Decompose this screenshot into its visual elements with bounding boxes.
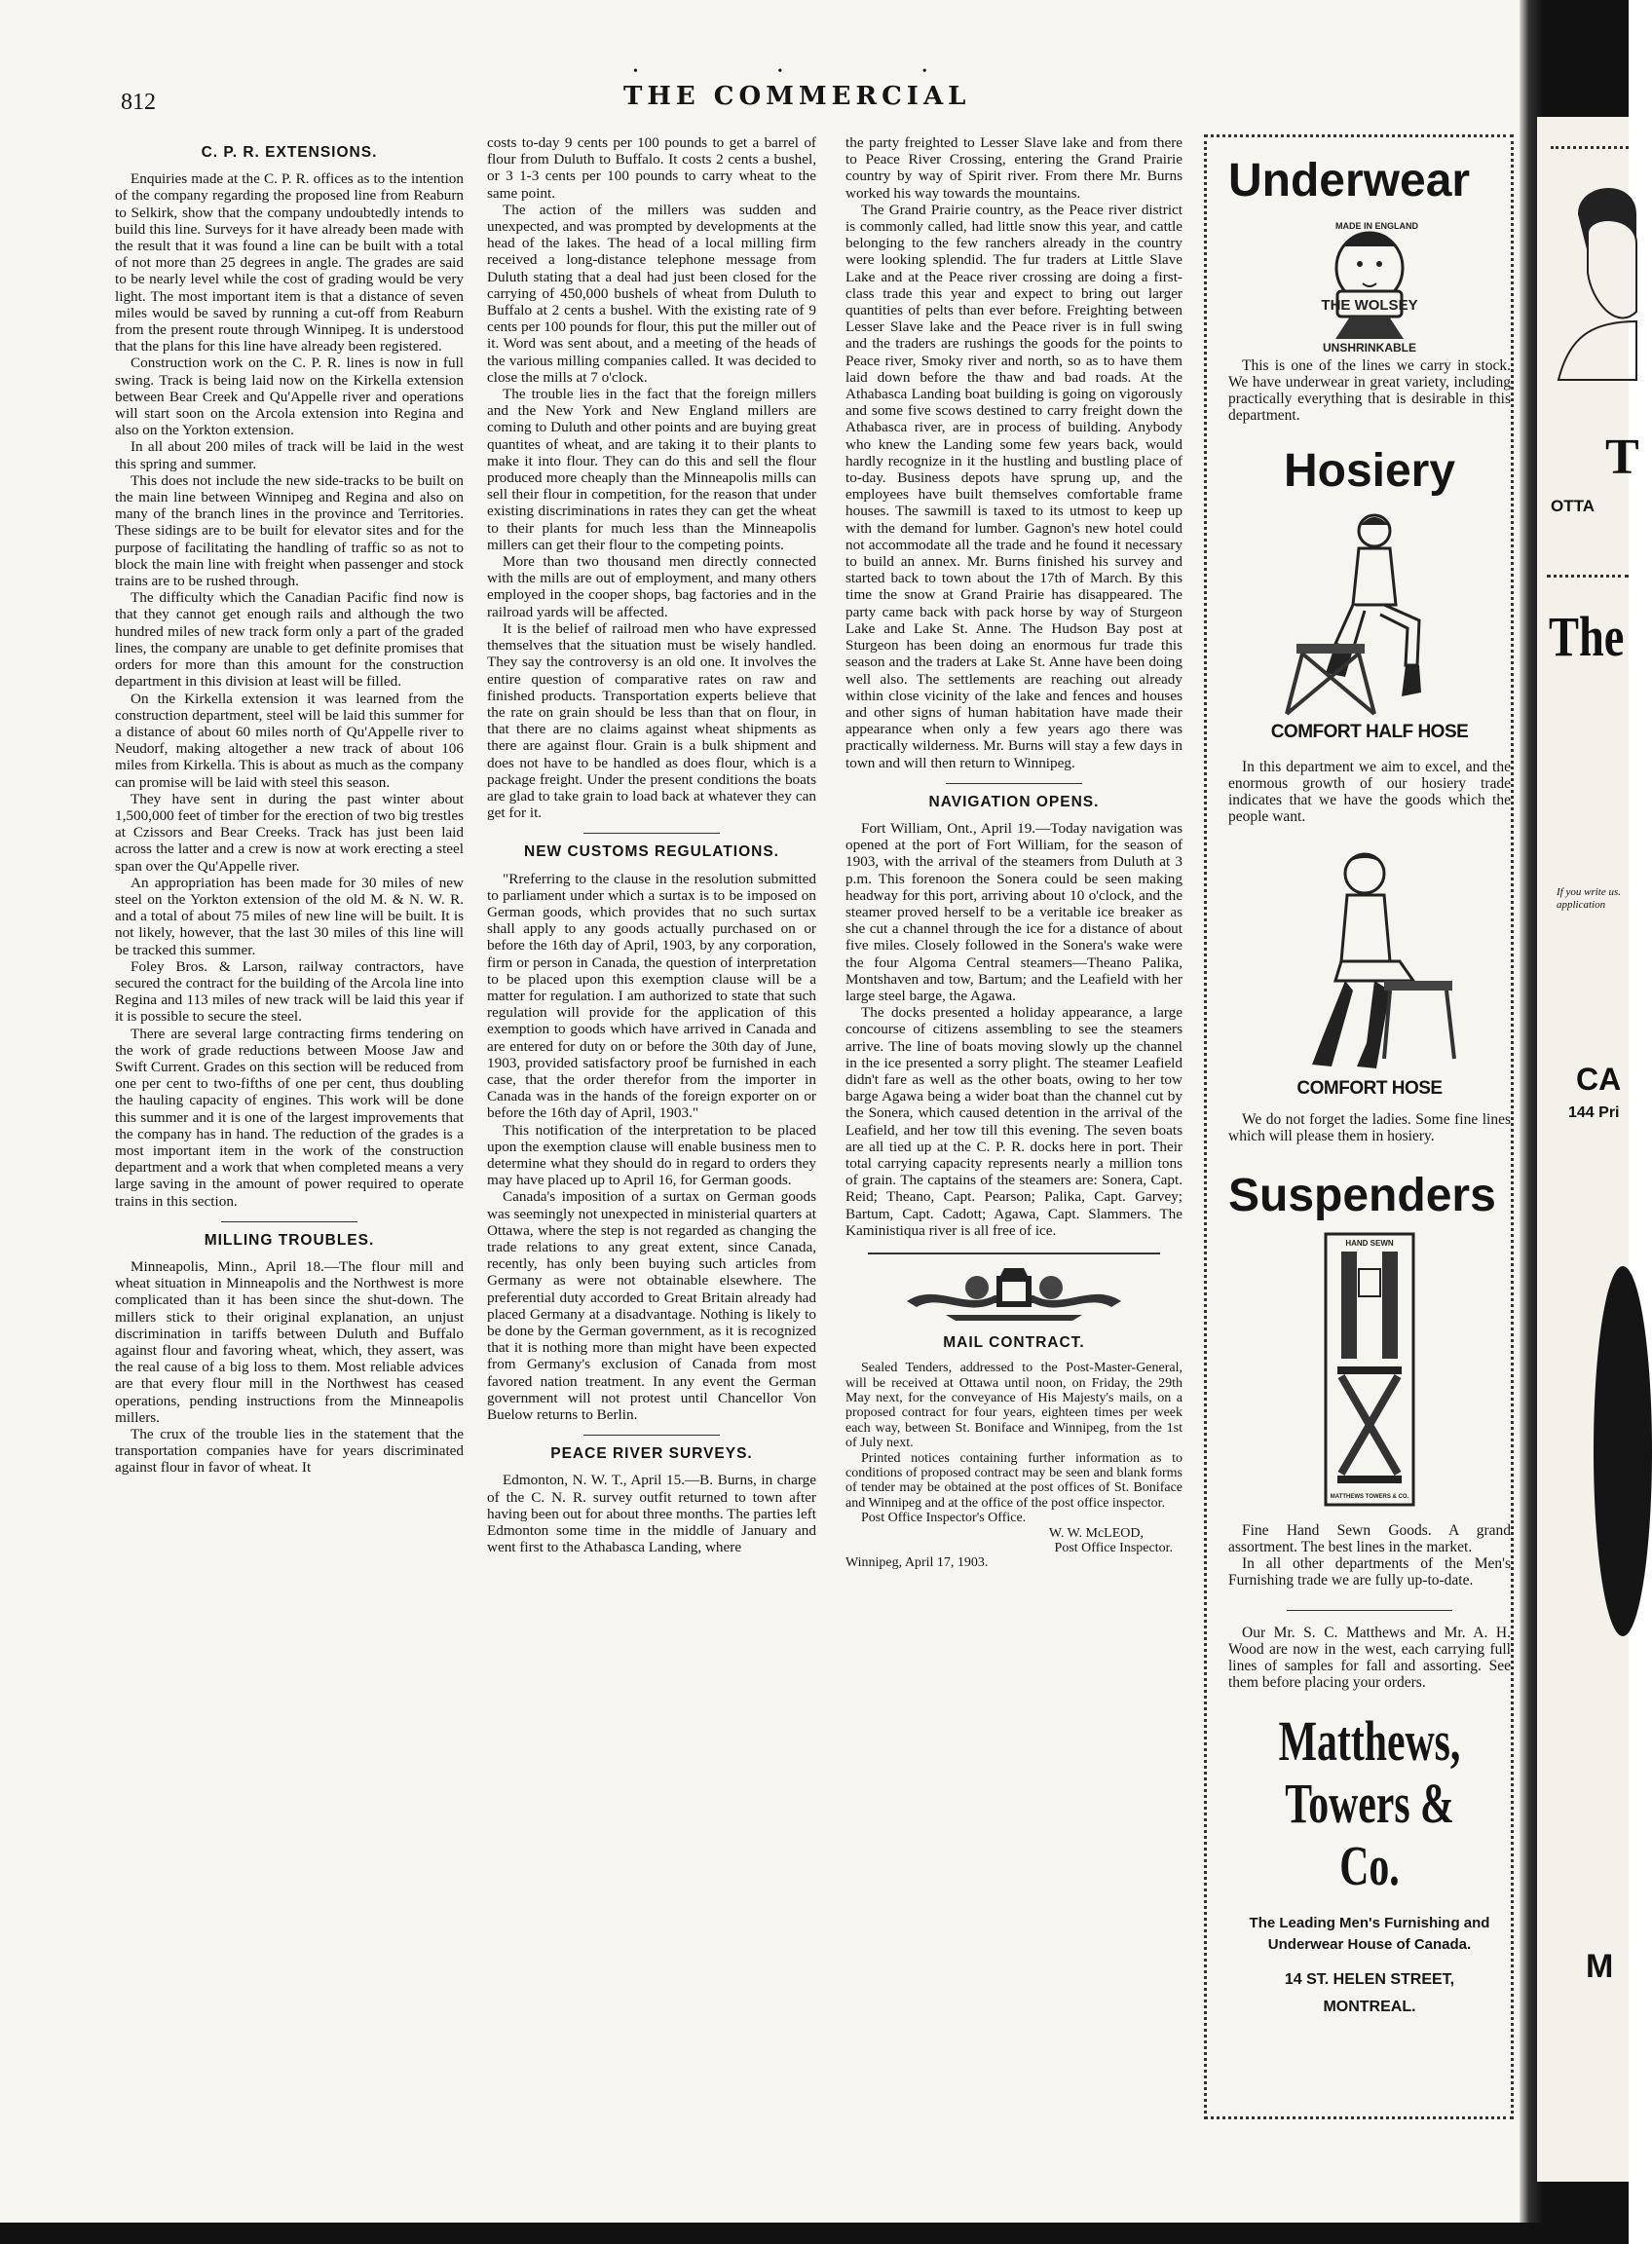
man-sitting-half-hose-icon xyxy=(1228,498,1511,722)
publication-title: THE COMMERCIAL xyxy=(623,82,971,111)
next-page-text: 144 Pri xyxy=(1568,1104,1620,1121)
section-divider xyxy=(221,1221,357,1222)
next-page-portrait-icon xyxy=(1549,175,1636,380)
wolsey-logo-top: MADE IN ENGLAND xyxy=(1335,221,1418,231)
article-paragraph: This notification of the interpretation to be placed upon the exemption clause will enable business men to determine what they should do in regard to orders they may have placed up to April 16, for German goods. xyxy=(487,1121,816,1189)
article-paragraph: This does not include the new side-tracks to be built on the main line between Winnipeg and Regina and also on many of the branch lines in the province and Territories. These sidings are to be built for elevator sites and for the purpose of facilitating the handling of traffic so as not to block the main line with freight when passenger and stock trains are to be rushed through. xyxy=(115,471,464,590)
ad-hose-text: We do not forget the ladies. Some fine lines which will please them in hosiery. xyxy=(1228,1111,1511,1144)
firm-name-line-1: Matthews, xyxy=(1278,1709,1461,1773)
article-paragraph: Minneapolis, Minn., April 18.—The flour mill and wheat situation in Minneapolis and the Northwest is more complicated than it has been since the shut-down. The millers stick to their original explanation, an unjust discrimination in tariffs between Duluth and Buffalo against flour and favoring wheat, which, they assert, was the real cause of a big loss to them. Most reliable advices are that every flour mill in the Northwest has ceased operations, pending instructions from the Minneapolis millers. xyxy=(115,1258,464,1426)
article-paragraph: They have sent in during the past winter about 1,500,000 feet of timber for the erection of two big trestles at Czissors and Bear Creeks. Track has just been laid across the latter and a crew is now at work erecting a steel span over the Qu'Appelle river. xyxy=(115,790,464,875)
ad-travellers-text: Our Mr. S. C. Matthews and Mr. A. H. Wood are now in the west, each carrying full lines of samples for fall and assorting. See them before placing your orders. xyxy=(1228,1625,1511,1691)
article-paragraph: Foley Bros. & Larson, railway contractors, have secured the contract for the building of the Arcola line into Regina and 113 miles of new track will be laid this year if it is possible to secure the steel. xyxy=(115,957,464,1026)
headline-mail-contract: MAIL CONTRACT. xyxy=(943,1334,1085,1351)
suspenders-label-top: HAND SEWN xyxy=(1345,1239,1394,1248)
article-paragraph: Enquiries made at the C. P. R. offices as to the intention of the company regarding the proposed line from Reaburn to Selkirk, show that the company undoubtedly intends to build this line. Surveys for it have already been made with the result that it was found a line can be built with a total of not more than 25 degrees in angle. The grades are said to be nearly level while the cost of grading would be very light. The most important item is that a distance of seven miles would be saved by running a cut-off from Reaburn from the present route through Winnipeg. It is understood that the plans for this line have already been registered. xyxy=(115,170,464,355)
next-page-dark-shape xyxy=(1594,1266,1652,1636)
ad-caption-hose: COMFORT HOSE xyxy=(1296,1078,1443,1099)
headline-peace-river-surveys: PEACE RIVER SURVEYS. xyxy=(550,1445,753,1463)
firm-city: MONTREAL. xyxy=(1323,1999,1416,2015)
notice-paragraph: Sealed Tenders, addressed to the Post-Master-General, will be received at Ottawa until noon, on Friday, the 29th May next, for the conveyance of His Majesty's mails, on a proposed contract for four years, eighteen times per week each way, between St. Boniface and Winnipeg, from the 1st of July next. xyxy=(845,1361,1183,1451)
article-paragraph: An appropriation has been made for 30 miles of new steel on the Yorkton extension of the old M. & N. W. R. and a total of about 75 miles of new line will be built. It is not likely, however, that the last 30 miles of this line will be tracked this summer. xyxy=(115,874,464,958)
next-page-border xyxy=(1547,575,1629,578)
firm-tagline: The Leading Men's Furnishing and Underwear House of Canada. xyxy=(1249,1915,1490,1953)
next-page-text: OTTA xyxy=(1551,497,1596,515)
next-page-text: M xyxy=(1586,1948,1614,1985)
ad-divider xyxy=(1287,1610,1452,1611)
article-paragraph: The Grand Prairie country, as the Peace river district is commonly called, had little snow this year, and cattle belonging to the few ranchers already in the country were looking splendid. The fur traders at Little Slave Lake and at the Peace river crossing are doing a first-class trade this year and expect to bring out larger quantities of pelts than ever before. Freighting between Lesser Slave lake and the Peace river is in full swing and the traders are rushings the goods for the points to Peace river, Smoky river and north, so as to have them laid down before the thaw and bad roads. At the Athabasca Landing boat building is going on vigorously and some five scows destined to carry freight down the Athabasca river, are in process of building. Anybody who knew the Landing some few years back, would hardly recognize in it the hustling and bustling place of to-day. Business depots have sprung up, and the employees have built themselves comfortable frame houses. The sawmill is taxed to its utmost to keep up with the demand for lumber. Gagnon's new hotel could not accommodate all the trade and he found it necessary to build an annex. Mr. Burns finished his survey and started back to town about the 17th of March. By this time the snow at Grand Prairie has disappeared. The party came back with pack horse by way of Sturgeon Lake and Lake St. Anne. The Hudson Bay post at Sturgeon has been doing an enormous fur trade this season and the traders at Lake St. Anne have been doing well also. The settlements are reaching out already within close vicinity of the lake and fences and houses and other signs of human habitation have made their appearance when only a few years ago there was practically wilderness. Mr. Burns will stay a few days in town and will then return to Winnipeg. xyxy=(845,201,1183,771)
headline-cpr-extensions: C. P. R. EXTENSIONS. xyxy=(201,144,378,161)
article-paragraph: "Rreferring to the clause in the resolution submitted to parliament under which a surtax is to be imposed on German goods, which provides that no such surtax shall apply to any goods actually purchased on or before the 16th day of April, 1903, by any corporation, firm or person in Canada, the question of interpretation to be placed upon this exemption clause will be a matter for regulation. I am authorized to state that such regulation will provide for the application of this exemption to goods which have arrived in Canada and are entered for duty on or before the 30th day of June, 1903, provided satisfactory proof be furnished in each case, that the order therefor from the importer in Canada was in the hands of the foreign exporter on or before the 16th day of April, 1903." xyxy=(487,870,816,1122)
article-paragraph: Construction work on the C. P. R. lines is now in full swing. Track is being laid now on the Kirkella extension between Bear Creek and Qu'Appelle river and operations will start soon on the Arcola extension into Regina and also on the Yorkton extension. xyxy=(115,355,464,439)
royal-coat-of-arms-icon xyxy=(887,1262,1141,1325)
signature-name: W. W. McLEOD, xyxy=(1048,1525,1144,1541)
notice-paragraph: Post Office Inspector's Office. xyxy=(861,1511,1027,1526)
advertisement-matthews-towers xyxy=(1204,134,1514,2119)
ad-suspenders-text: Fine Hand Sewn Goods. A grand assortment. The best lines in the market. xyxy=(1228,1522,1511,1555)
column-3 xyxy=(845,134,1183,1571)
article-paragraph: costs to-day 9 cents per 100 pounds to get a barrel of flour from Duluth to Buffalo. It costs 2 cents a bushel, or 3 1-3 cents per 100 pounds to carry wheat to the same point. xyxy=(487,134,816,202)
column-2 xyxy=(487,134,816,1555)
signature-title: Post Office Inspector. xyxy=(1054,1541,1173,1556)
next-page-text: The xyxy=(1549,605,1625,668)
next-page-fragment xyxy=(1537,117,1639,2182)
article-paragraph: The difficulty which the Canadian Pacific find now is that they cannot get enough rails and although the two hundred miles of new track form only a part of the graded lines, the company are unable to get definite promises that orders for more than this amount for the construction department in this division at least will be filled. xyxy=(115,589,464,691)
notice-date: Winnipeg, April 17, 1903. xyxy=(845,1555,989,1571)
wolsey-logo-brand: THE WOLSEY xyxy=(1321,297,1418,314)
next-page-text: T xyxy=(1605,430,1639,485)
suspenders-box-icon xyxy=(1228,1230,1511,1513)
headline-milling-troubles: MILLING TROUBLES. xyxy=(204,1231,375,1249)
article-paragraph: The trouble lies in the fact that the foreign millers and the New York and New England millers are coming to Duluth and other points and are buying great quantites of wheat, and are taking it to their plants to make it into flour. They can do this and sell the flour produced more cheaply than the Minneapolis mills can sell their flour in competition, for the reason that under existing discriminations in rates they can get the wheat to their plants for much less than the Minneapolis millers can get their flour to the competing points. xyxy=(487,386,816,553)
ad-heading-suspenders: Suspenders xyxy=(1228,1170,1496,1221)
firm-address: 14 ST. HELEN STREET, xyxy=(1284,1971,1455,1988)
firm-name-line-2: Towers & Co. xyxy=(1285,1772,1454,1897)
column-1 xyxy=(115,134,464,1477)
woman-sitting-hose-icon xyxy=(1228,835,1511,1078)
article-paragraph: Fort William, Ont., April 19.—Today navigation was opened at the port of Fort William, for the season of 1903, with the arrival of the steamers from Duluth at 3 p.m. This forenoon the Sonera could be seen making headway for this port, arriving about 10 o'clock, and the steamer proved herself to be a veritable ice breaker as she cut a channel through the ice for a distance of about five miles. Closely followed in the Sonera's wake were the four Algoma Central steamers—Theano Palika, Montshaven and tow, Bartum; and the Leafield with her large steel barge, the Agawa. xyxy=(845,819,1183,1004)
next-page-text: If you write us. application xyxy=(1557,886,1621,911)
suspenders-label-bottom: MATTHEWS TOWERS & CO. xyxy=(1330,1494,1409,1500)
article-paragraph: There are several large contracting firms tendering on the work of grade reductions between Moose Jaw and Swift Current. Grades on this section will be reduced from one per cent to two-fifths of one per cent, thus doubling the hauling capacity of engines. This work will be done this summer and it is one of the largest improvements that the company has in hand. The reduction of the grades is a most important item in the work of the construction department and a work that when completed means a very large saving in the amount of power required to operate trains in this section. xyxy=(115,1025,464,1210)
next-page-text: CA xyxy=(1576,1062,1622,1097)
ad-content xyxy=(1228,155,1511,2018)
article-paragraph: Edmonton, N. W. T., April 15.—B. Burns, in charge of the C. N. R. survey outfit returned to town after having been out for about three months. The parties left Edmonton some time in the middle of January and went first to the Athabasca Landing, where xyxy=(487,1472,816,1556)
next-page-border xyxy=(1551,146,1629,149)
headline-navigation-opens: NAVIGATION OPENS. xyxy=(928,793,1100,810)
article-paragraph: The crux of the trouble lies in the statement that the transportation companies have for years discriminated against flour in favor of wheat. It xyxy=(115,1426,464,1477)
ad-caption-half-hose: COMFORT HALF HOSE xyxy=(1270,722,1469,742)
ad-heading-underwear: Underwear xyxy=(1228,155,1471,206)
article-paragraph: the party freighted to Lesser Slave lake and from there to Peace River Crossing, entering the Grand Prairie country by way of Spirit river. From there Mr. Burns worked his way towards the mountains. xyxy=(845,134,1183,202)
ad-hosiery-text: In this department we aim to excel, and the enormous growth of our hosiery trade indicates that we have the goods which the people want. xyxy=(1228,759,1511,825)
scan-background-bottom xyxy=(0,2223,1629,2244)
article-paragraph: In all about 200 miles of track will be laid in the west this spring and summer. xyxy=(115,438,464,472)
section-divider xyxy=(583,1435,720,1436)
ad-departments-text: In all other departments of the Men's Furnishing trade we are fully up-to-date. xyxy=(1228,1555,1511,1589)
page-number: 812 xyxy=(121,90,156,115)
section-divider xyxy=(583,833,720,834)
section-divider xyxy=(946,783,1082,784)
wolsey-logo-bottom: UNSHRINKABLE xyxy=(1323,341,1416,355)
ad-heading-hosiery: Hosiery xyxy=(1283,445,1456,497)
ad-underwear-text: This is one of the lines we carry in stock. We have underwear in great variety, including practically everything that is desirable in this department. xyxy=(1228,357,1511,424)
article-paragraph: It is the belief of railroad men who have expressed themselves that the situation must be wisely handled. They say the controversy is an old one. It involves the entire question of comparative rates on raw and finished products. Transportation experts believe that the rate on grain should be less than that on flour, in that there are no claims against wheat shipments as there are against flour. Grain is a bulk shipment and does not have to be handled as does flour, which is a package freight. Under the present conditions the boats are glad to take grain to load back at whatever they can get for it. xyxy=(487,619,816,822)
article-paragraph: On the Kirkella extension it was learned from the construction department, steel will be laid this summer for a distance of about 60 miles north of Qu'Appelle river to Neudorf, making altogether a new track of about 106 miles from Kirkella. This is about as much as the company can promise will be laid with steel this season. xyxy=(115,690,464,791)
section-divider xyxy=(868,1253,1160,1254)
article-paragraph: The action of the millers was sudden and unexpected, and was prompted by developments at the head of the lakes. The head of a local milling firm received a long-distance telephone message from Duluth stating that a deal had just been closed for the carrying of 450,000 bushels of wheat from Duluth to Buffalo at 2 cents a bushel. With the existing rate of 9 cents per 100 pounds for flour, this put the miller out of it. Word was sent about, and a meeting of the heads of the various milling companies called. It was decided to close the mills at 7 o'clock. xyxy=(487,201,816,386)
page-top-marks: • • • xyxy=(633,64,995,79)
wolsey-logo-icon xyxy=(1228,207,1511,354)
article-paragraph: Canada's imposition of a surtax on German goods was seemingly not unexpected in ministerial quarters at Ottawa, where the step is not regarded as changing the trade relations to any great extent, since Canada, recently, has only been buying such articles from Germany as were not obtainable elsewhere. The preferential duty accorded to Great Britain already had placed Germany at a disadvantage. Nothing is likely to be done by the German government, as it is recognized that it is nothing more than might have been expected from Germany's exclusion of Canada from most favored nation treatment. In any event the German government will not protest until Chancellor Von Buelow returns to Berlin. xyxy=(487,1188,816,1424)
headline-new-customs-regulations: NEW CUSTOMS REGULATIONS. xyxy=(524,843,779,861)
article-paragraph: More than two thousand men directly connected with the mills are out of employment, and many others employed in the cooper shops, bag factories and in the railroad yards will be affected. xyxy=(487,553,816,620)
article-paragraph: The docks presented a holiday appearance, a large concourse of citizens assembling to see the steamers arrive. The line of boats moving slowly up the channel in the ice presented a sorry plight. The steamer Leafield didn't fare as well as the other boats, owing to her tow barge Agawa being a wider boat than the channel cut by the Sonera, which caused detention in the arrival of the Leafield, and her tow till this evening. The seven boats are all tied up at the C. P. R. docks here in port. Their total carrying capacity represents nearly a million tons of grain. The captains of the steamers are: Sonera, Capt. Reid; Theano, Capt. Pearson; Palika, Capt. Garvey; Bartum, Capt. Cadott; Agawa, Capt. Slammers. The Kaministiqua river is all free of ice. xyxy=(845,1004,1183,1239)
notice-paragraph: Printed notices containing further information as to conditions of proposed contract may be seen and blank forms of tender may be obtained at the post offices of St. Boniface and Winnipeg and at the office of the post office inspector. xyxy=(845,1450,1183,1511)
